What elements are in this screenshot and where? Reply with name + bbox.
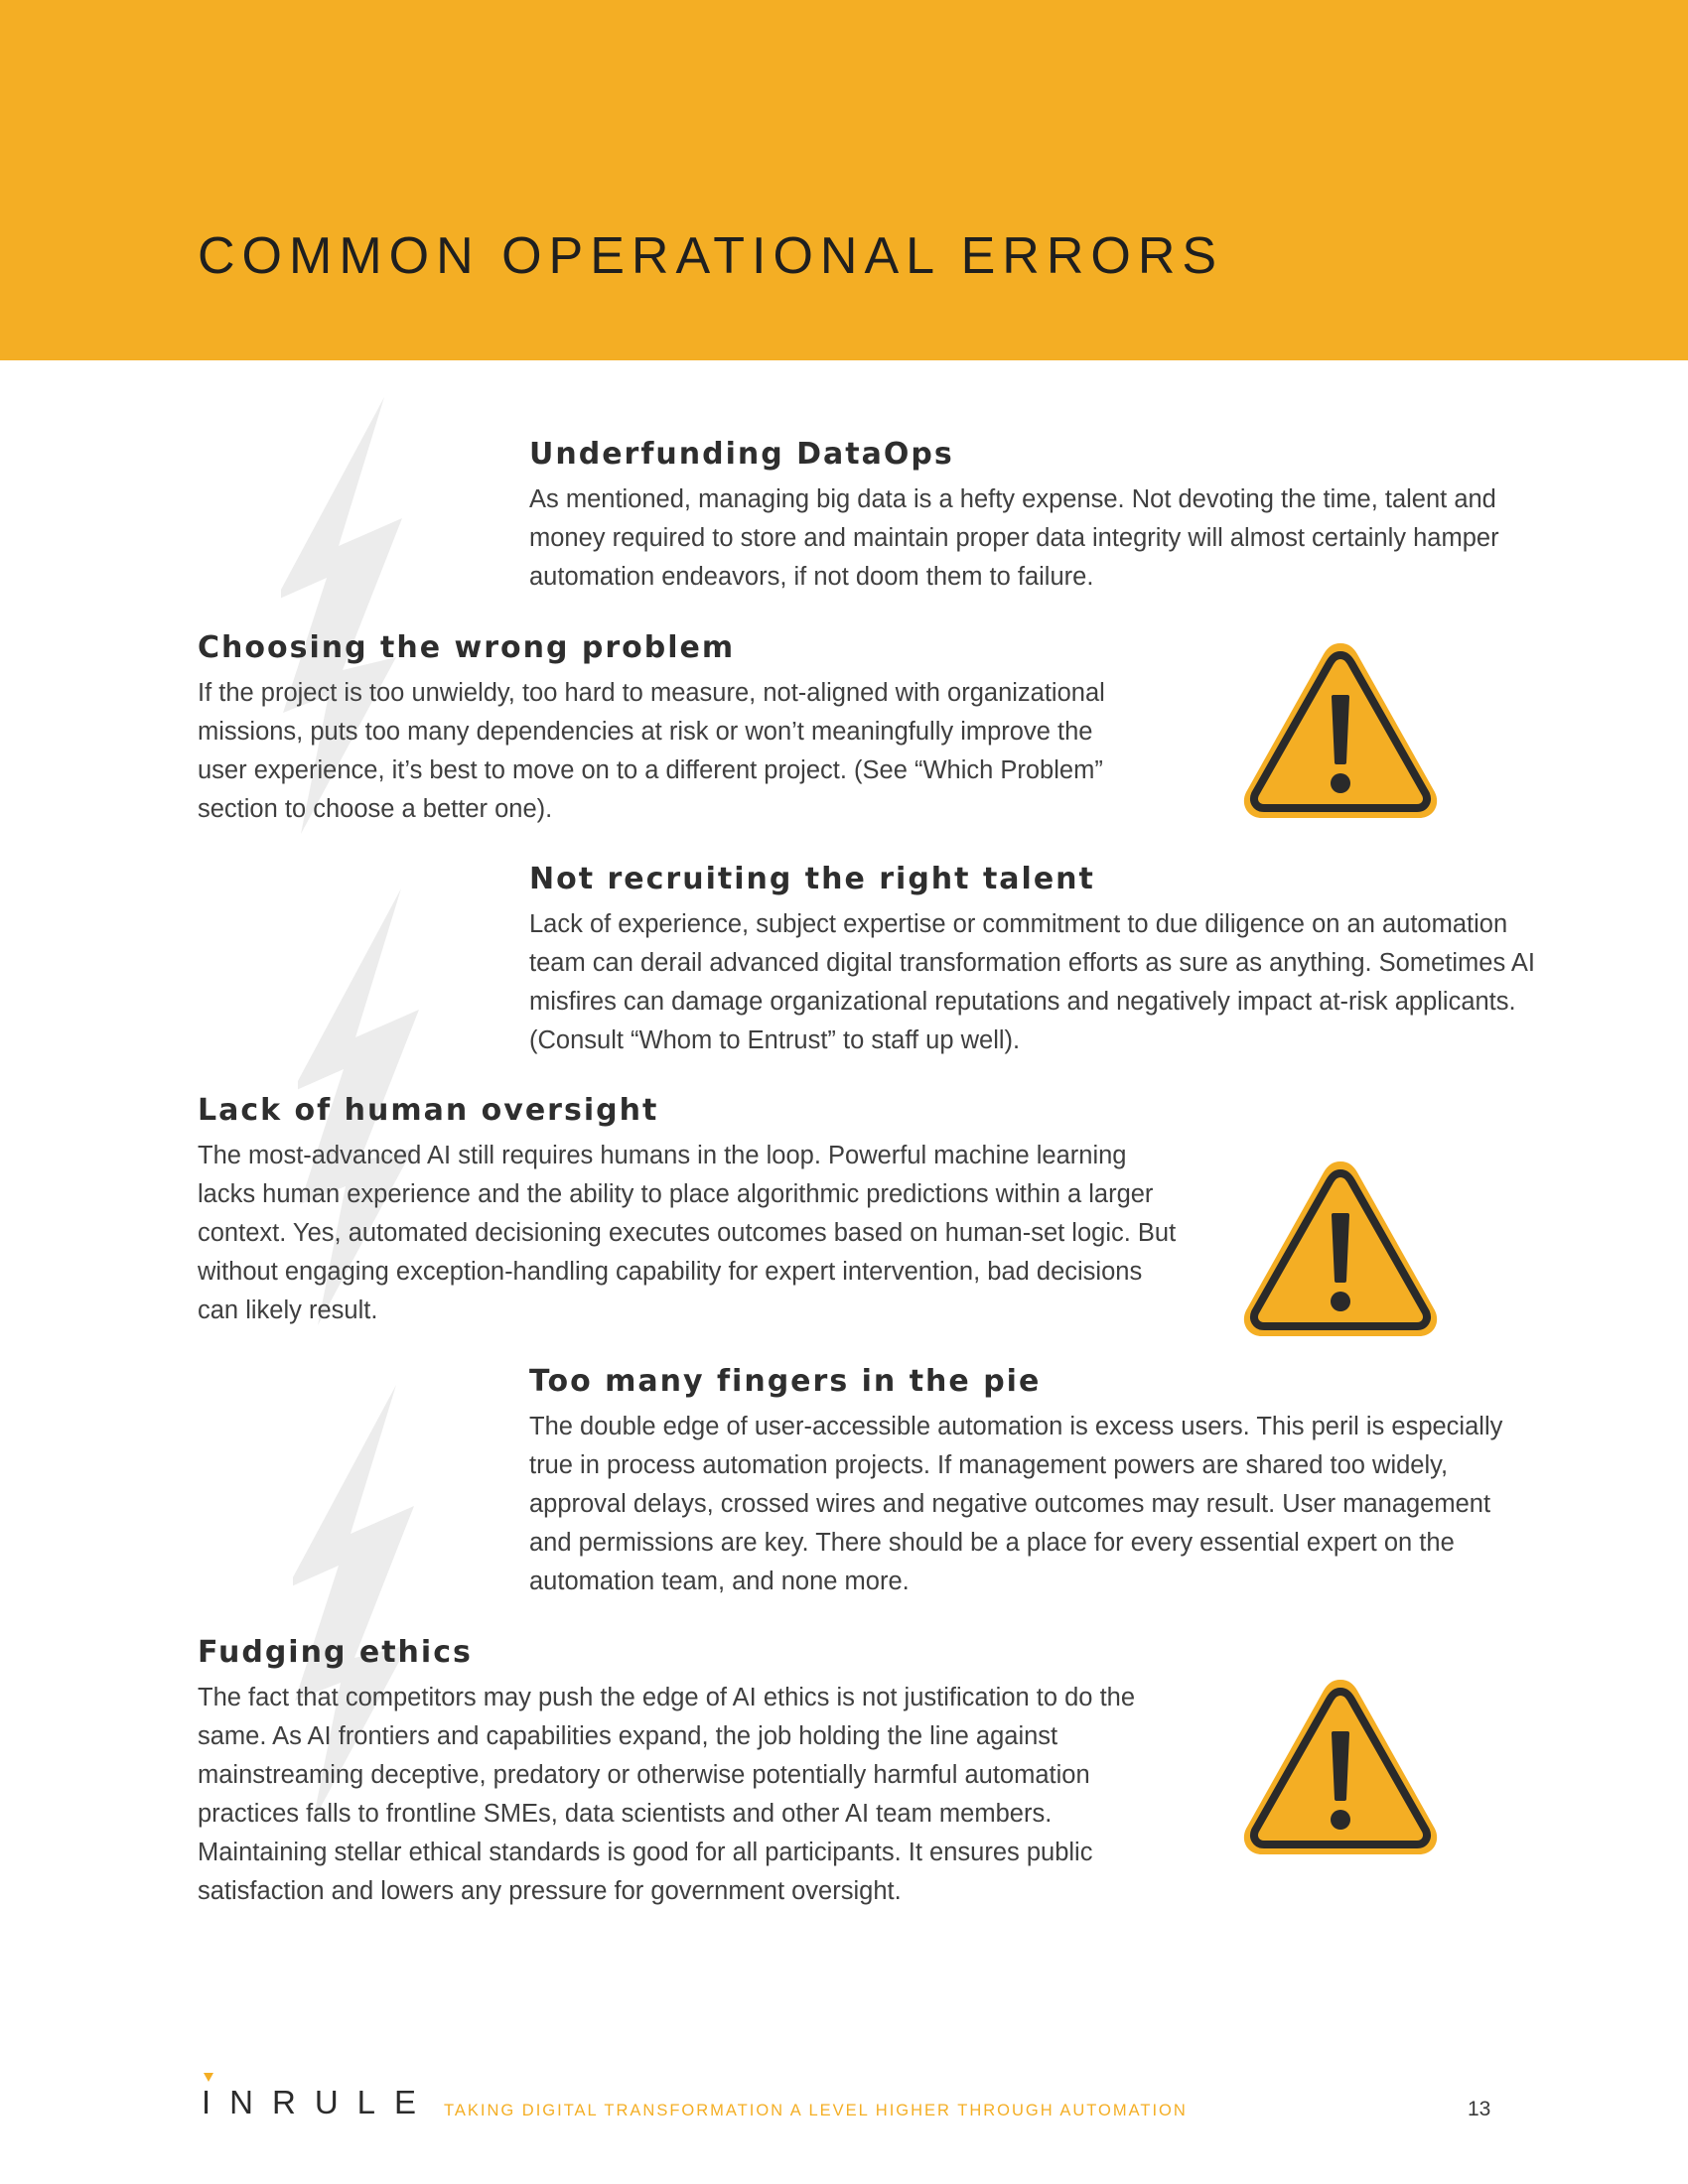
section-heading: Not recruiting the right talent: [529, 862, 1095, 896]
section-too-many-fingers: [529, 1362, 1522, 1601]
section-heading: Lack of human oversight: [198, 1093, 659, 1128]
page-number: 13: [1468, 2098, 1491, 2120]
page-title: COMMON OPERATIONAL ERRORS: [198, 227, 1224, 285]
warning-triangle-icon: [1238, 1672, 1443, 1862]
section-heading: Fudging ethics: [198, 1635, 473, 1670]
header-band: [0, 0, 1688, 360]
footer-tagline: TAKING DIGITAL TRANSFORMATION A LEVEL HIGHER THROUGH AUTOMATION: [444, 2102, 1188, 2119]
section-not-recruiting-talent: [529, 860, 1535, 1060]
section-body: The most-advanced AI still requires humans in the loop. Powerful machine learning lacks human experience and the ability to place algorithmic predictions within a larger context. Yes, automated decisioning executes outcomes based on human-set logic. But without engaging exception-handling capability for expert intervention, bad decisions can likely result.: [198, 1142, 1177, 1324]
section-body: The double edge of user-accessible automation is excess users. This peril is especially true in process automation projects. If management powers are shared too widely, approval delays, crossed wires and negative outcomes may result. User management and permissions are key. There should be a place for every essential expert on the automation team, and none more.: [529, 1413, 1503, 1595]
logo-accent-mark: [204, 2073, 213, 2082]
section-body: As mentioned, managing big data is a hefty expense. Not devoting the time, talent and money required to store and maintain proper data integrity will almost certainly hamper automation endeavors, if not doom them to failure.: [529, 485, 1499, 591]
section-body: The fact that competitors may push the edge of AI ethics is not justification to do the same. As AI frontiers and capabilities expand, the job holding the line against mainstreaming deceptive, predatory or otherwise potentially harmful automation practices falls to frontline SMEs, data scientists and other AI team members. Maintaining stellar ethical standards is good for all participants. It ensures public satisfaction and lowers any pressure for government oversight.: [198, 1684, 1136, 1905]
section-heading: Choosing the wrong problem: [198, 630, 736, 665]
section-heading: Underfunding DataOps: [529, 437, 954, 472]
section-lack-human-oversight: [198, 1091, 1177, 1330]
section-choosing-wrong-problem: [198, 628, 1171, 829]
footer-logo: INRULE: [202, 2084, 436, 2120]
section-underfunding-dataops: [529, 435, 1522, 597]
section-fudging-ethics: [198, 1633, 1171, 1911]
warning-triangle-icon: [1238, 1154, 1443, 1344]
section-heading: Too many fingers in the pie: [529, 1364, 1042, 1399]
warning-triangle-icon: [1238, 635, 1443, 826]
section-body: Lack of experience, subject expertise or commitment to due diligence on an automation team can derail advanced digital transformation efforts as sure as anything. Sometimes AI misfires can damage organizational reputations and negatively impact at-risk applicants. (Consult “Whom to Entrust” to staff up well).: [529, 910, 1535, 1054]
section-body: If the project is too unwieldy, too hard to measure, not-aligned with organizational missions, puts too many dependencies at risk or won’t meaningfully improve the user experience, it’s best to move on to a different project. (See “Which Problem” section to choose a better one).: [198, 679, 1105, 823]
